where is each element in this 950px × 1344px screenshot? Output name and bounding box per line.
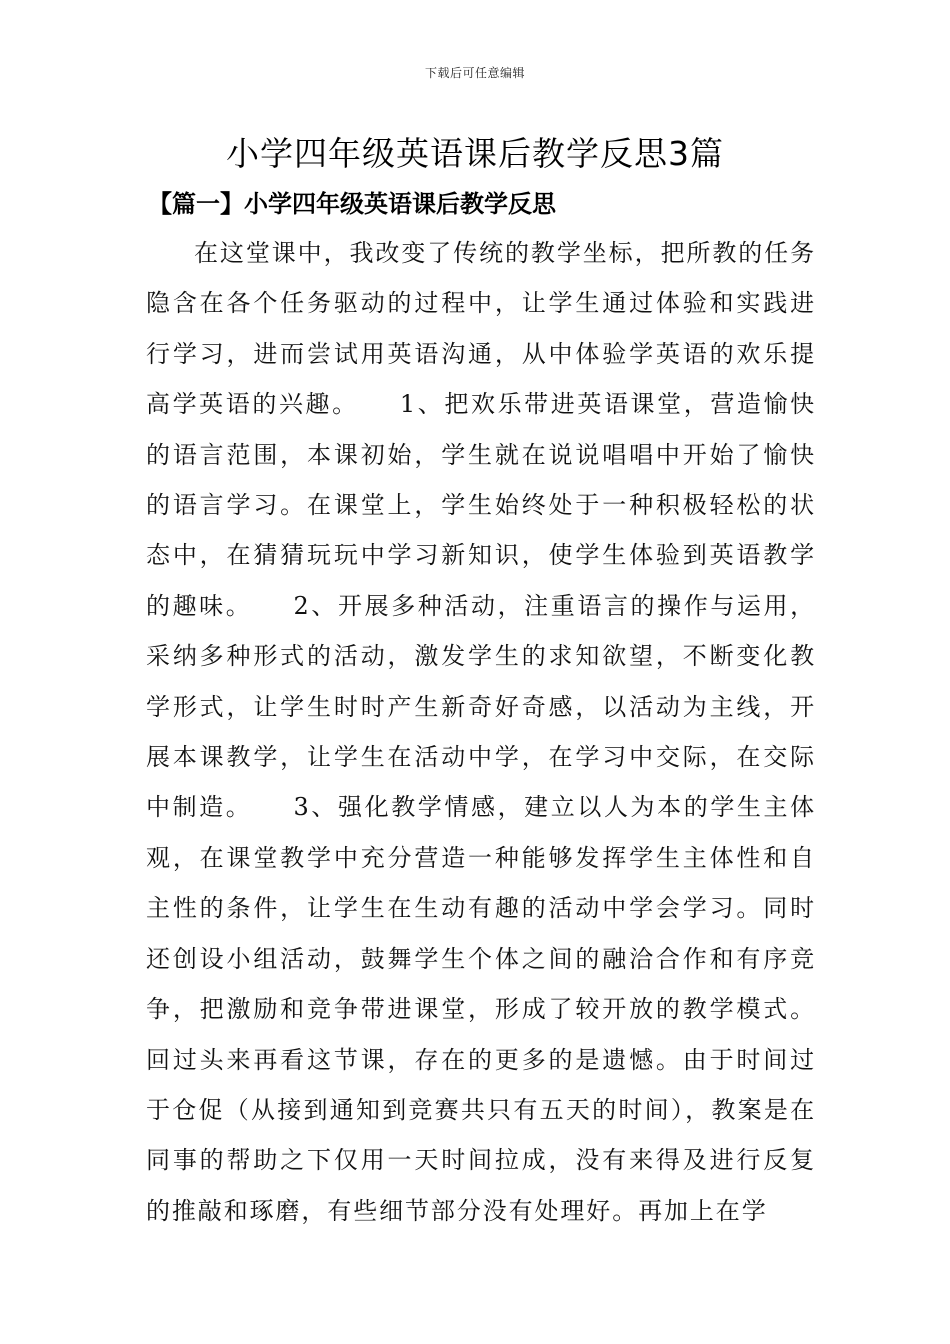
header-note: 下载后可任意编辑	[424, 66, 525, 80]
body-paragraph: 在这堂课中，我改变了传统的教学坐标，把所教的任务隐含在各个任务驱动的过程中，让学生通过体验和实践进行学习，进而尝试用英语沟通，从中体验学英语的欢乐提高学英语的兴趣。 1、把欢乐带进英语课堂，营造愉快的语言范围，本课初始，学生就在说说唱唱中开始了愉快的语言学习。在课堂上，学生始终处于一种积极轻松的状态中，在猜猜玩玩中学习新知识，使学生体验到英语教学的趣味。 2、开展多种活动，注重语言的操作与运用，采纳多种形式的活动，激发学生的求知欲望，不断变化教学形式，让学生时时产生新奇好奇感，以活动为主线，开展本课教学，让学生在活动中学，在学习中交际，在交际中制造。 3、强化教学情感，建立以人为本的学生主体观，在课堂教学中充分营造一种能够发挥学生主体性和自主性的条件，让学生在生动有趣的活动中学会学习。同时还创设小组活动，鼓舞学生个体之间的融洽合作和有序竞争，把激励和竞争带进课堂，形成了较开放的教学模式。回过头来再看这节课，存在的更多的是遗憾。由于时间过于仓促（从接到通知到竞赛共只有五天的时间），教案是在同事的帮助之下仅用一天时间拉成，没有来得及进行反复的推敲和琢磨，有些细节部分没有处理好。再加上在学	[146, 239, 816, 1225]
document-title: 小学四年级英语课后教学反思3篇	[226, 134, 724, 173]
section-heading: 【篇一】小学四年级英语课后教学反思	[148, 189, 556, 218]
